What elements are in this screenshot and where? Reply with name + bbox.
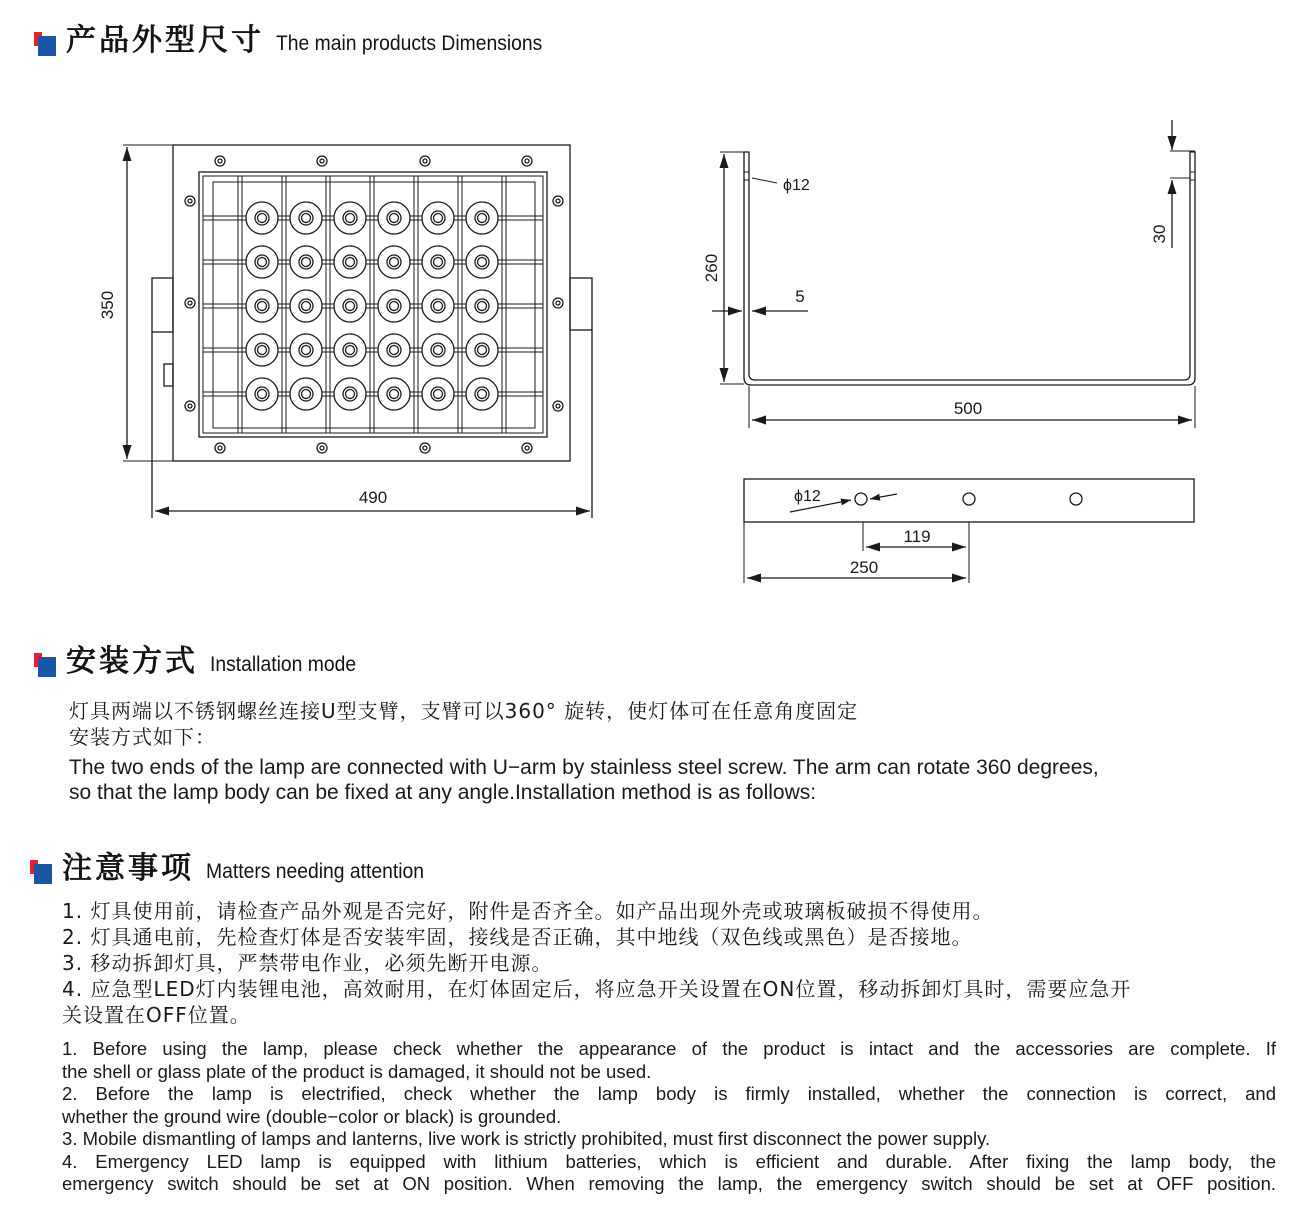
- screw-icon: [185, 196, 195, 206]
- u-bracket-view: [712, 120, 1195, 428]
- screw-icon: [522, 443, 532, 453]
- attention-text-en: [62, 1038, 1276, 1196]
- led-lens-icon: [290, 334, 322, 366]
- led-lens-icon: [290, 246, 322, 278]
- screw-icon: [420, 156, 430, 166]
- led-lens-icon: [378, 246, 410, 278]
- led-lens-icon: [378, 202, 410, 234]
- dimension-350: [123, 145, 173, 461]
- attention-cn-line: 关设置在OFF位置。: [62, 1003, 251, 1027]
- led-lens-icon: [422, 202, 454, 234]
- mounting-hole-icon: [855, 493, 867, 505]
- attention-cn-line: 4. 应急型LED灯内装锂电池，高效耐用，在灯体固定后，将应急开关设置在ON位置，移动拆卸灯具时，需要应急开: [62, 977, 1132, 1001]
- led-lens-icon: [422, 378, 454, 410]
- led-lens-icon: [246, 202, 278, 234]
- led-lens-icon: [466, 202, 498, 234]
- attention-en-line: the shell or glass plate of the product is damaged, it should not be used.: [62, 1060, 652, 1082]
- u-bracket-outline: [744, 152, 1195, 385]
- led-lens-icon: [466, 246, 498, 278]
- bottom-hole-label: ϕ12: [794, 488, 821, 505]
- section-title-en: Installation mode: [210, 653, 357, 676]
- lamp-housing: [173, 145, 570, 461]
- mounting-hole-icon: [963, 493, 975, 505]
- dimension-drawing: [0, 0, 1300, 600]
- installation-text-en: [69, 755, 1259, 805]
- led-lens-icon: [378, 290, 410, 322]
- section-title-en: Matters needing attention: [206, 860, 425, 883]
- attention-text-cn: [62, 898, 1131, 1028]
- led-lens-icon: [290, 290, 322, 322]
- led-lens-icon: [334, 202, 366, 234]
- installation-en-line: so that the lamp body can be fixed at any angle.Installation method is as follows:: [69, 781, 817, 804]
- screw-icon: [522, 156, 532, 166]
- attention-en-line: whether the ground wire (double−color or black) is grounded.: [62, 1105, 562, 1127]
- led-lens-icon: [466, 290, 498, 322]
- led-lens-icon: [422, 246, 454, 278]
- section-title-en: The main products Dimensions: [276, 32, 543, 55]
- attention-en-line: 4. Emergency LED lamp is equipped with lithium batteries, which is efficient and durable. After fixing the lamp body, the: [62, 1150, 1276, 1172]
- led-lens-icon: [466, 378, 498, 410]
- left-switch: [164, 364, 173, 386]
- led-lens-icon: [334, 378, 366, 410]
- dimension-label-350: 350: [98, 290, 117, 320]
- led-lens-icon: [246, 378, 278, 410]
- attention-en-line: 1. Before using the lamp, please check whether the appearance of the product is intact and the accessories are complete. If: [62, 1038, 1276, 1059]
- screw-icon: [553, 196, 563, 206]
- screw-icon: [317, 156, 327, 166]
- dimension-label-490: 490: [358, 488, 388, 507]
- screw-icon: [215, 156, 225, 166]
- installation-cn-line: 安装方式如下：: [69, 725, 216, 749]
- dimension-label-500: 500: [953, 399, 983, 418]
- mounting-hole-icon: [1070, 493, 1082, 505]
- dimension-label-30: 30: [1150, 224, 1169, 244]
- attention-cn-line: 2. 灯具通电前，先检查灯体是否安装牢固，接线是否正确，其中地线（双色线或黑色）是否接地。: [62, 925, 973, 949]
- section-header-attention: [30, 852, 443, 886]
- led-lens-icon: [246, 334, 278, 366]
- led-lens-icon: [334, 290, 366, 322]
- installation-en-line: The two ends of the lamp are connected with U−arm by stainless steel screw. The arm can rotate 360 degrees,: [69, 756, 1099, 779]
- dimension-label-5: 5: [795, 287, 805, 306]
- led-lens-icon: [290, 378, 322, 410]
- attention-cn-line: 3. 移动拆卸灯具，严禁带电作业，必须先断开电源。: [62, 951, 553, 975]
- attention-en-line: 3. Mobile dismantling of lamps and lanterns, live work is strictly prohibited, must first disconnect the power supply.: [62, 1128, 991, 1149]
- section-title-cn: 安装方式: [66, 644, 198, 679]
- section-title-cn: 注意事项: [62, 851, 194, 886]
- led-lens-icon: [246, 290, 278, 322]
- screw-icon: [215, 443, 225, 453]
- screw-icon: [317, 443, 327, 453]
- attention-en-line: 2. Before the lamp is electrified, check whether the lamp body is firmly installed, whether the connection is correct, and: [62, 1083, 1276, 1104]
- screw-icon: [185, 401, 195, 411]
- led-lens-icon: [334, 334, 366, 366]
- led-lens-icon: [378, 334, 410, 366]
- left-mount-plate: [152, 278, 173, 332]
- led-lens-icon: [334, 246, 366, 278]
- right-mount-plate: [570, 278, 592, 330]
- section-header-installation: [34, 645, 369, 679]
- attention-en-line: emergency switch should be set at ON position. When removing the lamp, the emergency switch should be set at OFF position.: [62, 1173, 1276, 1194]
- led-lens-icon: [422, 290, 454, 322]
- led-lens-icon: [290, 202, 322, 234]
- screw-icon: [420, 443, 430, 453]
- screw-icon: [553, 401, 563, 411]
- attention-cn-line: 1. 灯具使用前，请检查产品外观是否完好，附件是否齐全。如产品出现外壳或玻璃板破损不得使用。: [62, 899, 994, 923]
- installation-text-cn: [69, 698, 858, 750]
- screw-icon: [185, 298, 195, 308]
- dimension-label-250: 250: [849, 558, 879, 577]
- installation-cn-line: 灯具两端以不锈钢螺丝连接U型支臂，支臂可以360° 旋转，使灯体可在任意角度固定: [69, 699, 859, 723]
- bracket-hole-label: ϕ12: [783, 177, 810, 194]
- dimension-label-119: 119: [903, 527, 931, 546]
- dimension-label-260: 260: [702, 253, 721, 283]
- screw-icon: [553, 298, 563, 308]
- section-title-cn: 产品外型尺寸: [66, 23, 264, 58]
- lamp-front-view: [152, 145, 592, 518]
- led-lens-icon: [378, 378, 410, 410]
- led-lens-icon: [246, 246, 278, 278]
- section-marker-icon: [30, 860, 54, 886]
- section-marker-icon: [34, 653, 58, 679]
- led-lens-icon: [422, 334, 454, 366]
- led-lens-icon: [466, 334, 498, 366]
